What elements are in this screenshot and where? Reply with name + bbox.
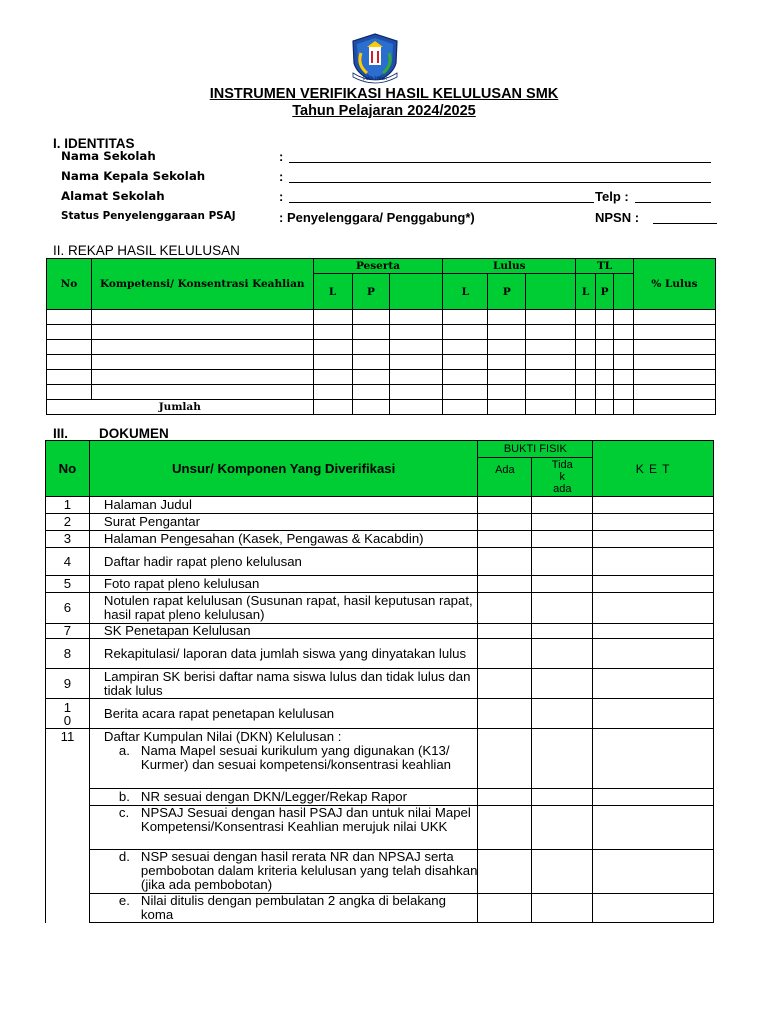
dok-col-tidak-ada: Tida k ada xyxy=(532,458,593,497)
dok-row: 11 Daftar Kumpulan Nilai (DKN) Kelulusan : a. Nama Mapel sesuai kurikulum yang digunakan (K13/ Kurmer) dan sesuai kompetensi/konsentrasi keahlian xyxy=(46,729,714,789)
rekap-table xyxy=(46,258,716,415)
dok-col-ada: Ada xyxy=(478,458,532,497)
status-label: Status Penyelenggaraan PSAJ xyxy=(61,210,236,222)
field-status-psaj xyxy=(61,210,721,228)
document-subtitle: Tahun Pelajaran 2024/2025 xyxy=(292,103,476,119)
dok-row: 2 Surat Pengantar xyxy=(46,514,714,531)
rekap-row xyxy=(47,340,716,355)
rekap-group-peserta: Peserta xyxy=(313,259,443,274)
dok-subitem: e. Nilai ditulis dengan pembulatan 2 angka di belakang koma xyxy=(89,894,478,923)
field-nama-kepala: Nama Kepala Sekolah : xyxy=(61,169,721,187)
dok-row: 1 Halaman Judul xyxy=(46,497,714,514)
tl-blank xyxy=(614,274,634,310)
telp-label: Telp : xyxy=(595,189,629,204)
dok-col-unsur: Unsur/ Komponen Yang Diverifikasi xyxy=(89,441,478,497)
section-identitas-heading: I. IDENTITAS xyxy=(53,136,135,151)
dok-col-no: No xyxy=(46,441,90,497)
npsn-label: NPSN : xyxy=(595,210,640,225)
document-title: INSTRUMEN VERIFIKASI HASIL KELULUSAN SMK xyxy=(209,86,559,102)
rekap-col-kompetensi: Kompetensi/ Konsentrasi Keahlian xyxy=(91,259,313,310)
dok-subitem: a. Nama Mapel sesuai kurikulum yang digunakan (K13/ Kurmer) dan sesuai kompetensi/konsentrasi keahlian xyxy=(118,743,451,772)
nama-sekolah-label: Nama Sekolah xyxy=(61,149,156,163)
dok-row xyxy=(46,850,714,894)
dok-col-ket: K E T xyxy=(593,441,714,497)
rekap-group-tl: TL xyxy=(576,259,634,274)
nama-kepala-line xyxy=(289,182,711,183)
dok-row: 9 Lampiran SK berisi daftar nama siswa lulus dan tidak lulus dan tidak lulus xyxy=(46,669,714,699)
rekap-row xyxy=(47,325,716,340)
dok-row: 3 Halaman Pengesahan (Kasek, Pengawas & Kacabdin) xyxy=(46,531,714,548)
dok-row xyxy=(46,806,714,850)
status-value: : Penyelenggara/ Penggabung*) xyxy=(279,210,475,225)
rekap-row xyxy=(47,370,716,385)
rekap-row xyxy=(47,355,716,370)
dok-row xyxy=(46,894,714,923)
rekap-jumlah-label: Jumlah xyxy=(47,400,314,415)
nama-sekolah-line xyxy=(289,162,711,163)
dok-item-11: Daftar Kumpulan Nilai (DKN) Kelulusan : a. Nama Mapel sesuai kurikulum yang digunakan (K13/ Kurmer) dan sesuai kompetensi/konsentrasi keahlian xyxy=(89,729,478,789)
tl-p: P xyxy=(596,274,614,310)
rekap-group-lulus: Lulus xyxy=(443,259,576,274)
dokumen-table xyxy=(45,440,714,923)
rekap-row xyxy=(47,310,716,325)
alamat-line xyxy=(289,202,594,203)
npsn-line xyxy=(653,223,717,224)
dok-subitem: d. NSP sesuai dengan hasil rerata NR dan NPSAJ serta pembobotan dalam kriteria kelulusan yang telah disahkan (jika ada pembobotan) xyxy=(89,850,478,894)
telp-line xyxy=(635,202,711,203)
lulus-l: L xyxy=(443,274,488,310)
rekap-col-no: No xyxy=(47,259,92,310)
field-nama-sekolah: Nama Sekolah : xyxy=(61,149,721,167)
peserta-blank xyxy=(390,274,443,310)
dok-subitem: b. NR sesuai dengan DKN/Legger/Rekap Rapor xyxy=(89,789,478,806)
lulus-p: P xyxy=(488,274,526,310)
dok-row: 7 SK Penetapan Kelulusan xyxy=(46,624,714,639)
section-rekap-heading: II. REKAP HASIL KELULUSAN xyxy=(53,243,240,258)
svg-text:JAWA TIMUR: JAWA TIMUR xyxy=(362,76,388,81)
dok-row: 8 Rekapitulasi/ laporan data jumlah siswa yang dinyatakan lulus xyxy=(46,639,714,669)
dok-col-bukti: BUKTI FISIK xyxy=(478,441,593,458)
jawa-timur-emblem-icon xyxy=(347,33,403,85)
dok-row: 1 0 Berita acara rapat penetapan kelulusan xyxy=(46,699,714,729)
nama-kepala-label: Nama Kepala Sekolah xyxy=(61,169,206,183)
field-alamat: Alamat Sekolah : Telp : xyxy=(61,189,721,207)
peserta-p: P xyxy=(352,274,390,310)
rekap-row xyxy=(47,385,716,400)
dok-row: 5 Foto rapat pleno kelulusan xyxy=(46,576,714,593)
lulus-blank xyxy=(526,274,576,310)
rekap-col-persen: % Lulus xyxy=(634,259,716,310)
peserta-l: L xyxy=(313,274,352,310)
alamat-label: Alamat Sekolah xyxy=(61,189,165,203)
dok-row: 6 Notulen rapat kelulusan (Susunan rapat, hasil keputusan rapat, hasil rapat pleno kelulusan) xyxy=(46,593,714,624)
section-dokumen-num: III. xyxy=(53,426,69,441)
dok-subitem: c. NPSAJ Sesuai dengan hasil PSAJ dan untuk nilai Mapel Kompetensi/Konsentrasi Keahlian merujuk nilai UKK xyxy=(89,806,478,850)
dok-row: 4 Daftar hadir rapat pleno kelulusan xyxy=(46,548,714,576)
section-dokumen-heading: DOKUMEN xyxy=(99,426,169,441)
tl-l: L xyxy=(576,274,596,310)
rekap-total-row xyxy=(47,400,716,415)
dok-row xyxy=(46,789,714,806)
